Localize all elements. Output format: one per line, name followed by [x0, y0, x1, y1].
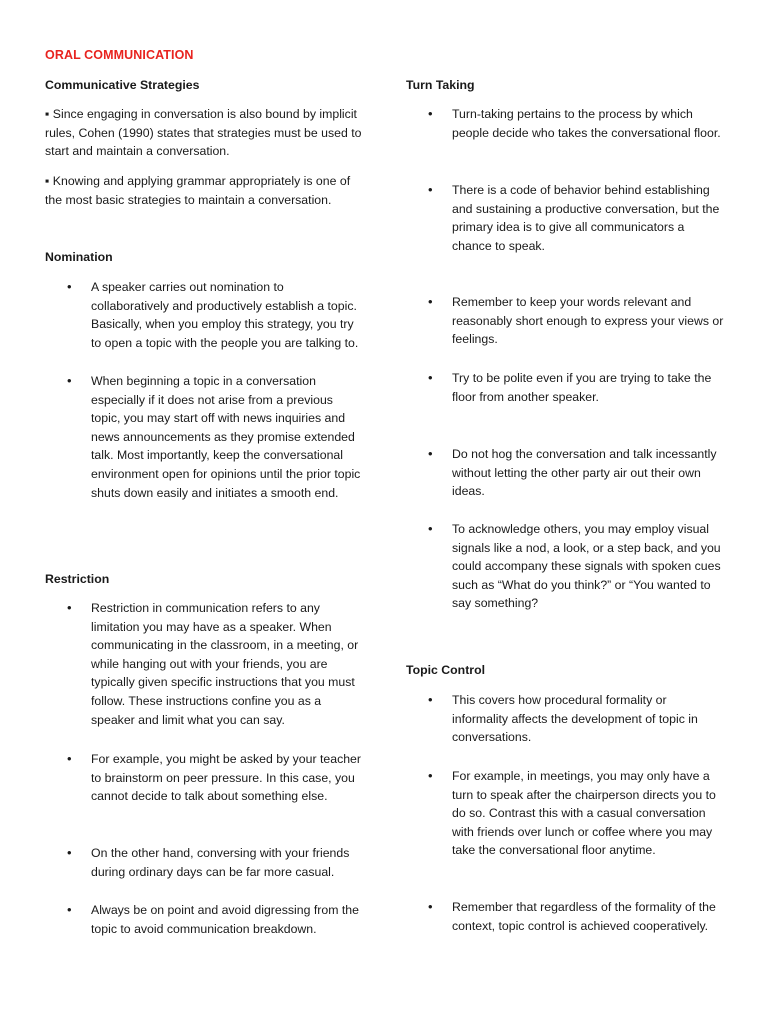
- bullet-dot: •: [428, 899, 433, 914]
- bullet-text: On the other hand, conversing with your friends during ordinary days can be far more casual.: [91, 846, 350, 879]
- topic-bullet-2: [428, 767, 724, 860]
- turn-bullet-3: [428, 293, 724, 349]
- bullet-text: This covers how procedural formality or informality affects the development of topic in conversations.: [452, 693, 698, 745]
- bullet-dot: •: [428, 521, 433, 536]
- turn-bullet-2: [428, 181, 724, 255]
- bullet-dot: •: [428, 768, 433, 783]
- bullet-text: Remember to keep your words relevant and reasonably short enough to express your views or feelings.: [452, 295, 724, 347]
- heading-restriction: Restriction: [45, 572, 110, 586]
- bullet-dot: •: [67, 373, 72, 388]
- bullet-text: For example, in meetings, you may only have a turn to speak after the chairperson directs you to do so. Contrast this with a casual conversation with friends over lunch or coffee where you may take the conversational floor anytime.: [452, 769, 716, 858]
- heading-nomination: Nomination: [45, 250, 113, 264]
- document-title: ORAL COMMUNICATION: [45, 48, 194, 62]
- bullet-text: There is a code of behavior behind establishing and sustaining a productive conversation, but the primary idea is to give all communicators a chance to speak.: [452, 183, 720, 253]
- bullet-dot: •: [67, 600, 72, 615]
- bullet-dot: •: [428, 446, 433, 461]
- turn-bullet-6: [428, 520, 724, 613]
- topic-bullet-3: [428, 898, 724, 935]
- nomination-bullet-2: [67, 372, 363, 502]
- heading-communicative-strategies: Communicative Strategies: [45, 78, 200, 92]
- bullet-dot: •: [67, 279, 72, 294]
- bullet-dot: •: [428, 370, 433, 385]
- bullet-dot: •: [67, 902, 72, 917]
- bullet-text: When beginning a topic in a conversation especially if it does not arise from a previous topic, you may start off with news inquiries and news announcements as they promise extended talk. Most importantly, keep the conversational environment open for opinions until the prior topic shuts down easily and initiates a smooth end.: [91, 374, 361, 500]
- bullet-text: Always be on point and avoid digressing from the topic to avoid communication breakdown.: [91, 903, 359, 936]
- bullet-dot: •: [428, 182, 433, 197]
- bullet-text: For example, you might be asked by your teacher to brainstorm on peer pressure. In this case, you cannot decide to talk about something else.: [91, 752, 361, 804]
- bullet-text: A speaker carries out nomination to collaboratively and productively establish a topic. Basically, when you employ this strategy, you try to open a topic with the people you are talking to.: [91, 280, 359, 350]
- intro-paragraph-2: ▪ Knowing and applying grammar appropriately is one of the most basic strategies to maintain a conversation.: [45, 174, 351, 207]
- bullet-text: Try to be polite even if you are trying to take the floor from another speaker.: [452, 371, 712, 404]
- turn-bullet-1: [428, 105, 724, 142]
- heading-topic-control: Topic Control: [406, 663, 486, 677]
- bullet-text: To acknowledge others, you may employ visual signals like a nod, a look, or a step back, and you could accompany these signals with spoken cues such as “What do you think?” or “You wanted to say something?: [452, 522, 721, 611]
- bullet-text: Do not hog the conversation and talk incessantly without letting the other party air out their own ideas.: [452, 447, 717, 499]
- bullet-dot: •: [428, 294, 433, 309]
- restriction-bullet-3: [67, 844, 363, 881]
- restriction-bullet-2: [67, 750, 363, 806]
- restriction-bullet-4: [67, 901, 363, 938]
- restriction-bullet-1: [67, 599, 363, 729]
- bullet-dot: •: [67, 751, 72, 766]
- nomination-bullet-1: [67, 278, 363, 352]
- bullet-dot: •: [67, 845, 72, 860]
- heading-turn-taking: Turn Taking: [406, 78, 475, 92]
- turn-bullet-4: [428, 369, 724, 406]
- bullet-text: Remember that regardless of the formality of the context, topic control is achieved cooperatively.: [452, 900, 716, 933]
- topic-bullet-1: [428, 691, 724, 747]
- turn-bullet-5: [428, 445, 724, 501]
- bullet-text: Restriction in communication refers to any limitation you may have as a speaker. When communicating in the classroom, in a meeting, or while hanging out with your friends, you are typically given specific instructions that you must follow. These instructions confine you as a speaker and limit what you can say.: [91, 601, 359, 727]
- bullet-dot: •: [428, 692, 433, 707]
- intro-paragraph-1: ▪ Since engaging in conversation is also bound by implicit rules, Cohen (1990) states that strategies must be used to start and maintain a conversation.: [45, 107, 362, 159]
- bullet-dot: •: [428, 106, 433, 121]
- bullet-text: Turn-taking pertains to the process by which people decide who takes the conversational floor.: [452, 107, 721, 140]
